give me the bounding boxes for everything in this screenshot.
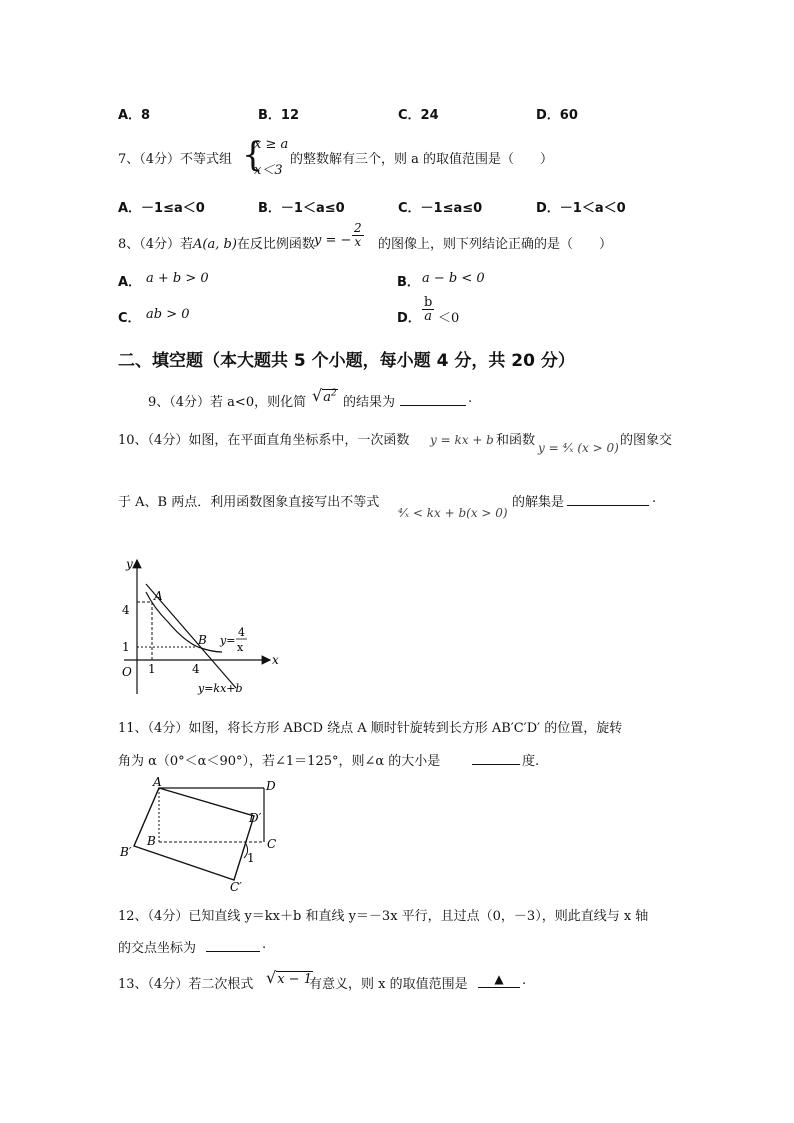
q8-func-fraction	[352, 222, 364, 249]
q12-end: .	[262, 937, 267, 952]
q10-line1-mid: 和函数	[496, 433, 536, 448]
q10-inequality: ⁴⁄ₓ < kx + b(x > 0)	[398, 506, 508, 520]
q10-answer-blank[interactable]	[567, 491, 649, 506]
q8-option-b-expr: a − b < 0	[422, 271, 485, 286]
q8-option-c-expr: ab > 0	[146, 307, 190, 322]
graph2-label-angle-1: 1	[247, 851, 255, 865]
q8-stem	[118, 233, 315, 252]
graph1-curve-label-lhs: y=	[220, 634, 236, 647]
q8-func-lhs: y = −	[314, 233, 352, 248]
graph1-curve-label-num: 4	[238, 626, 245, 639]
q10-line1-suffix: 的图象交	[620, 433, 673, 448]
q7-option-b: B．－1＜a≤0	[258, 201, 345, 216]
q9-radical-sign: √	[312, 386, 323, 405]
q6-option-a: A．8	[118, 108, 151, 123]
q8-func-num: 2	[354, 221, 362, 235]
q7-brace: {	[242, 135, 264, 175]
q8-func-den: x	[354, 235, 362, 249]
q13-end: .	[522, 973, 527, 988]
q13-radical-sign: √	[266, 968, 277, 987]
q9-radicand-wrap	[322, 389, 338, 405]
q9-sqrt	[312, 386, 338, 405]
q13-suffix: 有意义，则 x 的取值范围是	[309, 977, 468, 992]
q13-answer-mark: ▲	[494, 972, 504, 986]
graph1-tick-y4: 4	[122, 603, 130, 617]
q8-option-a-label: A．	[118, 275, 142, 290]
q10-func1: y = kx + b	[430, 433, 494, 447]
q8-stem-suffix: 的图像上，则下列结论正确的是（ ）	[378, 237, 613, 252]
q10-line1-prefix: 10、（4分）如图，在平面直角坐标系中，一次函数	[118, 433, 410, 448]
graph2-label-d: D	[266, 779, 276, 793]
graph1-origin-label: O	[122, 665, 132, 679]
section-fill-in-title: 二、填空题（本大题共 5 个小题，每小题 4 分，共 20 分）	[118, 351, 575, 371]
q7-option-a: A．－1≤a＜0	[118, 201, 205, 216]
q6-option-c: C．24	[398, 108, 439, 123]
q11-line1: 11、（4分）如图，将长方形 ABCD 绕点 A 顺时针旋转到长方形 AB′C′D′ 的位置，旋转	[118, 721, 623, 736]
q8-point: A(a, b)	[193, 237, 237, 252]
q10-end: .	[652, 491, 657, 506]
q9-answer-blank[interactable]	[400, 391, 466, 406]
graph2-label-a: A	[153, 775, 162, 789]
q12-answer-blank[interactable]	[206, 937, 260, 952]
q9-end: .	[468, 391, 473, 406]
graph1-tick-y1: 1	[122, 640, 130, 654]
q9-prefix: 9、（4分）若 a<0，则化简	[148, 395, 307, 410]
q8-option-d-fraction	[422, 296, 434, 323]
q7-row1: x ≥ a	[254, 137, 289, 152]
q8-option-d-den: a	[424, 309, 433, 324]
graph2-label-b-prime: B′	[120, 845, 132, 859]
q7-stem-prefix: 7、（4分）不等式组	[118, 152, 233, 167]
graph2-label-c: C	[267, 837, 277, 851]
q11-rectangle-figure	[112, 774, 287, 896]
q10-line2-suffix: 的解集是	[512, 495, 565, 510]
q7-option-c: C．－1≤a≤0	[398, 201, 483, 216]
graph1-y-label: y	[126, 557, 133, 571]
q7-option-d: D．－1＜a＜0	[536, 201, 626, 216]
q13-answer-blank[interactable]	[478, 972, 520, 988]
q8-option-b-label: B．	[397, 275, 420, 290]
graph1-curve-label-den: x	[237, 641, 244, 654]
q10-func2: y = ⁴⁄ₓ (x > 0)	[538, 441, 619, 455]
graph1-point-b-label: B	[198, 633, 207, 647]
q12-line1: 12、（4分）已知直线 y＝kx＋b 和直线 y＝－3x 平行，且过点（0，－3），则此直线与 x 轴	[118, 909, 649, 924]
q8-middle: 在反比例函数	[236, 237, 315, 252]
q9-radicand: a	[323, 390, 331, 405]
q9-suffix: 的结果为	[343, 395, 396, 410]
q13-sqrt	[266, 968, 313, 987]
q13-prefix: 13、（4分）若二次根式	[118, 977, 254, 992]
q8-option-d-num: b	[424, 295, 433, 310]
graph2-label-c-prime: C′	[230, 880, 242, 894]
q6-option-d: D．60	[536, 108, 578, 123]
graph1-tick-x1: 1	[148, 662, 156, 676]
q11-answer-blank[interactable]	[472, 750, 520, 765]
graph1-line-label: y=kx+b	[198, 682, 243, 695]
q13-radicand: x − 1	[277, 972, 312, 987]
graph2-label-d-prime: D′	[249, 811, 262, 825]
q11-line2-suffix: 度.	[522, 754, 540, 769]
q8-option-d-label: D．	[397, 311, 421, 326]
graph1-point-a-label: A	[154, 589, 163, 603]
q6-option-b: B．12	[258, 108, 299, 123]
q7-stem-suffix: 的整数解有三个，则 a 的取值范围是（ ）	[290, 152, 554, 167]
graph1-tick-x4: 4	[192, 662, 200, 676]
graph2-label-b: B	[147, 834, 156, 848]
q9-exponent: 2	[330, 388, 337, 399]
q8-option-d-tail: ＜0	[438, 311, 460, 326]
q7-row2: x＜3	[254, 163, 283, 178]
q10-function-graph	[112, 556, 287, 698]
q8-prefix: 8、（4分）若	[118, 237, 194, 252]
q11-line2-prefix: 角为 α（0°＜α＜90°），若∠1＝125°，则∠α 的大小是	[118, 754, 441, 769]
q10-line2-prefix: 于 A、B 两点．利用函数图象直接写出不等式	[118, 495, 380, 510]
graph1-x-label: x	[272, 653, 279, 667]
q8-option-c-label: C．	[118, 311, 141, 326]
q12-line2-prefix: 的交点坐标为	[118, 941, 197, 956]
q8-option-a-expr: a + b > 0	[146, 271, 209, 286]
